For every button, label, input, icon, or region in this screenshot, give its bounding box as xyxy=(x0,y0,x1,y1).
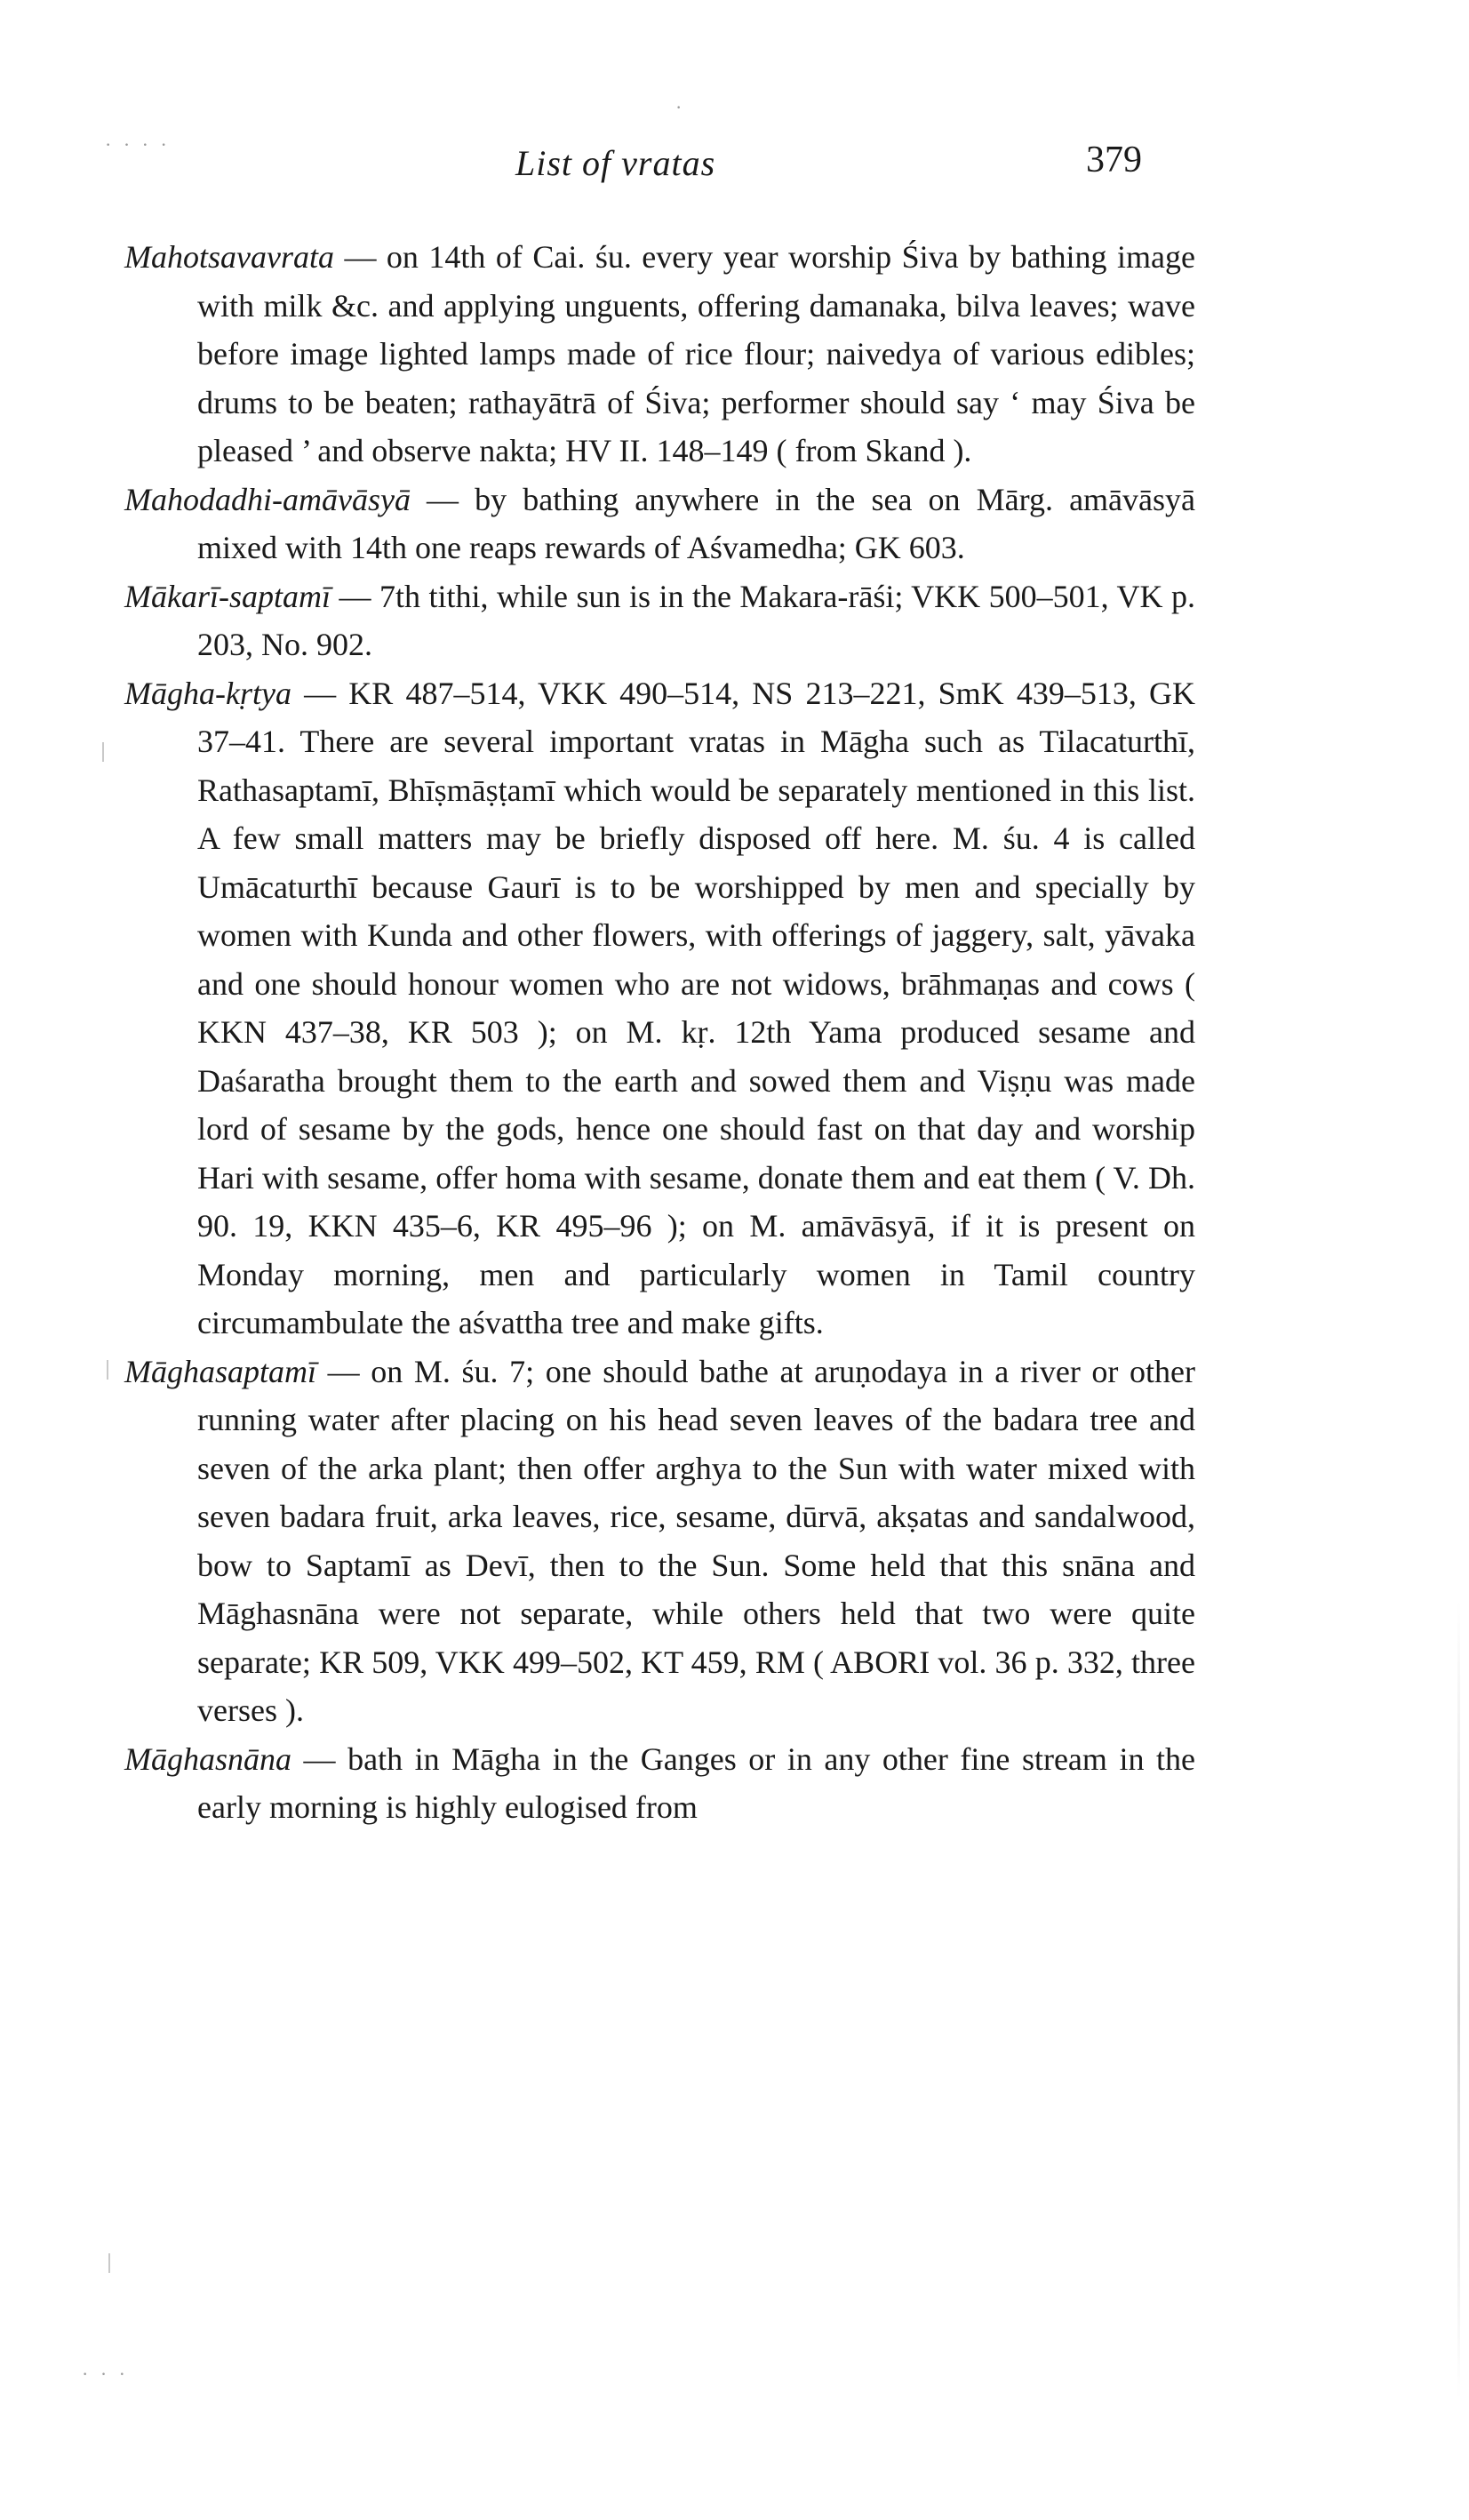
entry-headword: Māghasnāna xyxy=(124,1740,291,1777)
entry-maghasaptami xyxy=(124,1348,1195,1735)
entry-text: — bath in Māgha in the Ganges or in any other fine stream in the early morning is highly eulogised from xyxy=(197,1740,1195,1825)
entry-text: — 7th tithi, while sun is in the Makara-rāśi; VKK 500–501, VK p. 203, No. 902. xyxy=(197,578,1195,662)
entry-text: — KR 487–514, VKK 490–514, NS 213–221, SmK 439–513, GK 37–41. There are several important vratas in Māgha such as Tilacaturthī, Rathasaptamī, Bhīṣmāṣṭamī which would be separately mentioned in this list. A few small matters may be briefly disposed off here. M. śu. 4 is called Umācaturthī because Gaurī is to be worshipped by men and specially by women with Kunda and other flowers, with offerings of jaggery, salt, yāvaka and one should honour women who are not widows, brāhmaṇas and cows ( KKN 437–38, KR 503 ); on M. kṛ. 12th Yama produced sesame and Daśaratha brought them to the earth and sowed them and Viṣṇu was made lord of sesame by the gods, hence one should fast on that day and worship Hari with sesame, offer homa with sesame, donate them and eat them ( V. Dh. 90. 19, KKN 435–6, KR 495–96 ); on M. amāvāsyā, if it is present on Monday morning, men and particularly women in Tamil country circumambulate the aśvattha tree and make gifts. xyxy=(197,675,1195,1340)
margin-tick xyxy=(107,1360,108,1380)
entry-mahodadhi-amavasya xyxy=(124,476,1195,572)
entry-magha-krtya xyxy=(124,669,1195,1348)
entry-text: — on 14th of Cai. śu. every year worship Śiva by bathing image with milk &c. and applying unguents, offering damanaka, bilva leaves; wave before image lighted lamps made of rice flour; naivedya of various edibles; drums to be beaten; rathayātrā of Śiva; performer should say ‘ may Śiva be pleased ’ and observe nakta; HV II. 148–149 ( from Skand ). xyxy=(197,239,1195,468)
entry-text: — by bathing anywhere in the sea on Mārg. amāvāsyā mixed with 14th one reaps rewards of Aśvamedha; GK 603. xyxy=(197,481,1195,565)
margin-tick xyxy=(102,742,104,762)
entry-makari-saptami xyxy=(124,572,1195,669)
entry-text: — on M. śu. 7; one should bathe at aruṇodaya in a river or other running water after placing on his head seven leaves of the badara tree and seven of the arka plant; then offer arghya to the Sun with water mixed with seven badara fruit, arka leaves, rice, sesame, dūrvā, akṣatas and sandalwood, bow to Saptamī as Devī, then to the Sun. Some held that this snāna and Māghasnāna were not separate, while others held that two were quite separate; KR 509, VKK 499–502, KT 459, RM ( ABORI vol. 36 p. 332, three verses ). xyxy=(197,1353,1195,1728)
entry-list xyxy=(124,233,1195,1832)
entry-maghasnana xyxy=(124,1735,1195,1832)
scan-speck: · · · · xyxy=(105,133,171,156)
entry-headword: Māghasaptamī xyxy=(124,1353,316,1389)
entry-mahotsavavrata xyxy=(124,233,1195,476)
entry-headword: Mākarī-saptamī xyxy=(124,578,331,614)
scan-edge xyxy=(1457,1600,1460,2400)
entry-headword: Māgha-kṛtya xyxy=(124,675,291,711)
page-number: 379 xyxy=(1086,140,1142,180)
entry-headword: Mahodadhi-amāvāsyā xyxy=(124,481,411,517)
scan-speck: · xyxy=(675,96,686,118)
running-title: List of vratas xyxy=(515,143,716,183)
entry-headword: Mahotsavavrata xyxy=(124,239,334,275)
scan-speck: · · · xyxy=(82,2363,129,2385)
margin-tick xyxy=(108,2253,110,2273)
